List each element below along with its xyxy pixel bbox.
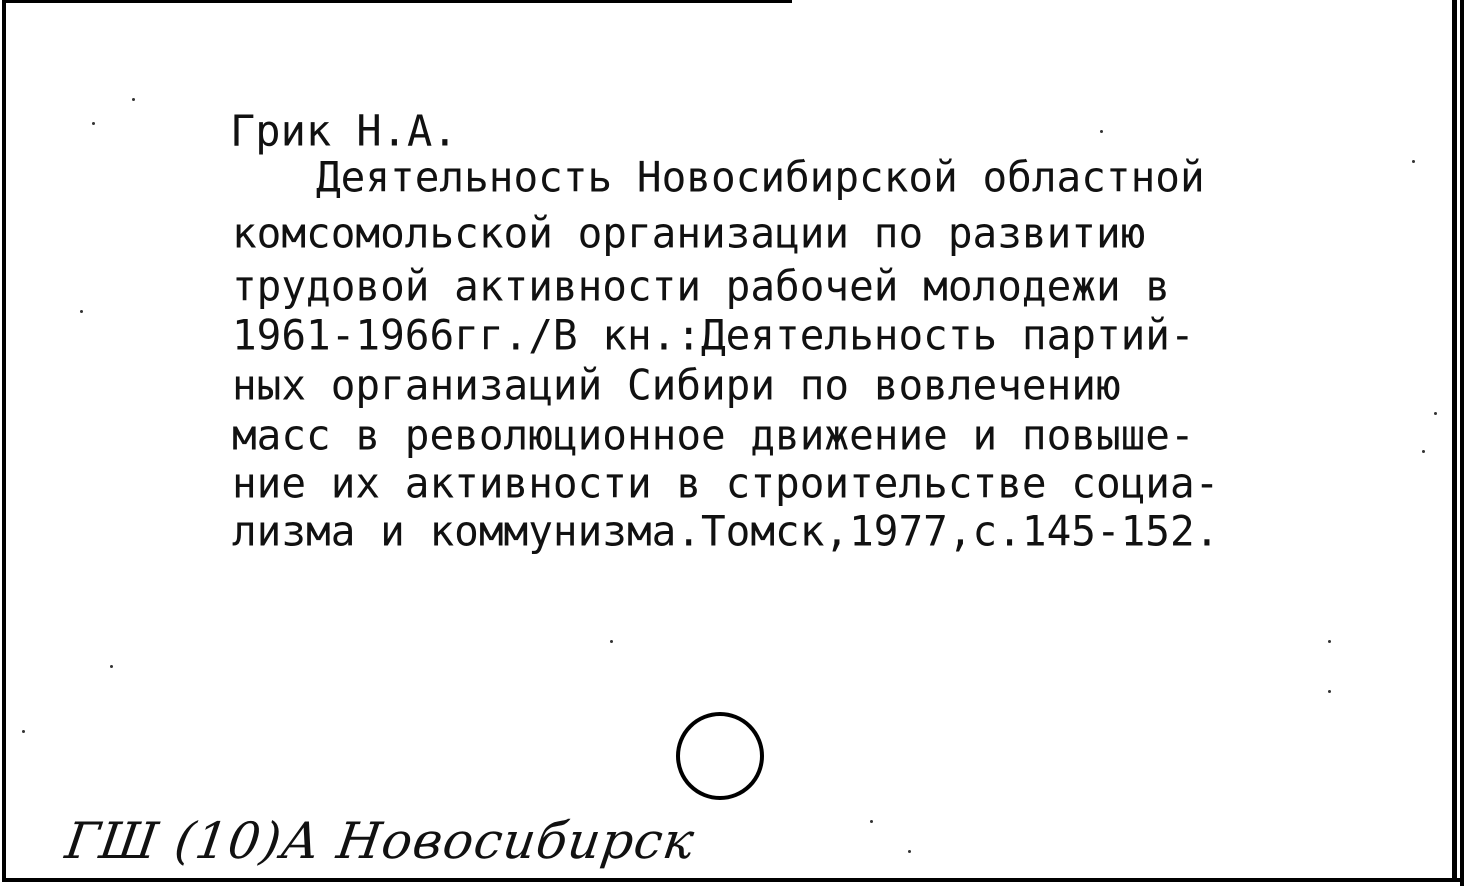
card-line: трудовой активности рабочей молодежи в: [232, 261, 1170, 311]
card-border-bottom: [2, 878, 1462, 882]
speck: [132, 98, 135, 101]
card-line: ных организаций Сибири по вовлечению: [232, 360, 1121, 410]
punch-hole: [676, 712, 764, 800]
handwritten-classification-note: ГШ (10)А Новосибирск: [62, 812, 699, 870]
speck: [1328, 690, 1331, 693]
speck: [80, 310, 83, 313]
speck: [870, 820, 873, 823]
speck: [22, 730, 25, 733]
speck: [1434, 412, 1437, 415]
card-line: комсомольской организации по развитию: [232, 208, 1146, 258]
card-border-right: [1452, 0, 1457, 880]
speck: [92, 122, 95, 125]
speck: [1100, 130, 1103, 133]
card-border-left: [2, 0, 6, 880]
card-border-right-outer: [1460, 0, 1464, 886]
speck: [1412, 160, 1415, 163]
card-line: ние их активности в строительстве социа-: [232, 458, 1220, 508]
speck: [1422, 450, 1425, 453]
card-line: лизма и коммунизма.Томск,1977,с.145-152.: [232, 506, 1220, 556]
speck: [908, 850, 911, 853]
card-author: Грик Н.А.: [230, 105, 458, 156]
speck: [610, 640, 613, 643]
card-border-top: [2, 0, 792, 3]
card-line: Деятельность Новосибирской областной: [316, 152, 1205, 202]
speck: [110, 665, 113, 668]
card-line: 1961-1966гг./В кн.:Деятельность партий-: [232, 310, 1195, 360]
speck: [1328, 640, 1331, 643]
card-line: масс в революционное движение и повыше-: [232, 410, 1195, 460]
